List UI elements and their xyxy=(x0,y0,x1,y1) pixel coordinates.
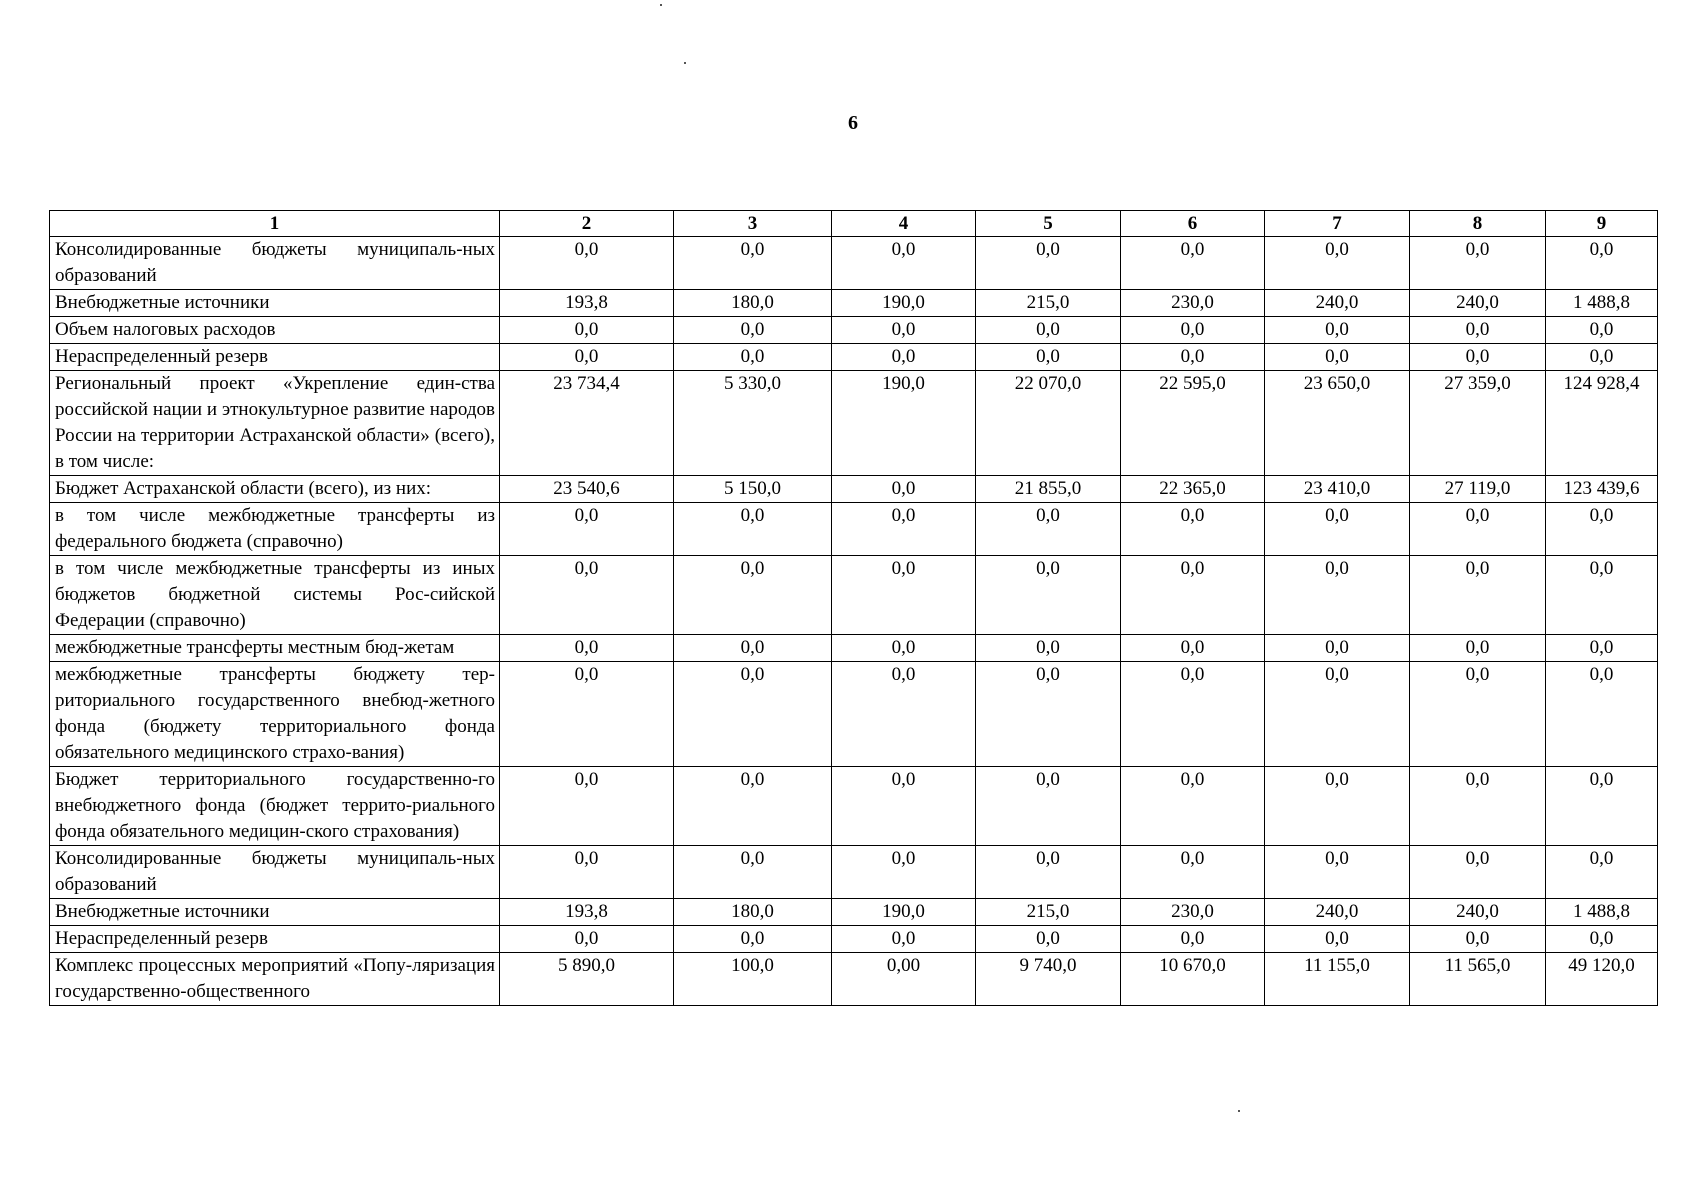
value-cell: 240,0 xyxy=(1265,899,1410,926)
page-number: 6 xyxy=(848,112,858,134)
table-row xyxy=(50,476,1658,503)
table-row xyxy=(50,767,1658,846)
value-cell: 0,0 xyxy=(500,237,674,290)
value-cell: 0,0 xyxy=(976,846,1121,899)
value-cell: 0,0 xyxy=(1410,344,1546,371)
value-cell: 230,0 xyxy=(1121,290,1265,317)
value-cell: 23 650,0 xyxy=(1265,371,1410,476)
value-cell: 0,0 xyxy=(500,556,674,635)
scan-speck xyxy=(684,62,686,64)
value-cell: 0,0 xyxy=(1265,635,1410,662)
value-cell: 1 488,8 xyxy=(1546,899,1658,926)
row-label: Консолидированные бюджеты муниципаль-ных образований xyxy=(50,846,500,899)
value-cell: 0,0 xyxy=(1546,662,1658,767)
column-header: 7 xyxy=(1265,211,1410,237)
value-cell: 0,0 xyxy=(976,662,1121,767)
table-row xyxy=(50,635,1658,662)
value-cell: 0,0 xyxy=(500,767,674,846)
value-cell: 22 070,0 xyxy=(976,371,1121,476)
value-cell: 0,0 xyxy=(1121,767,1265,846)
value-cell: 0,0 xyxy=(1410,237,1546,290)
row-label: Бюджет территориального государственно-го внебюджетного фонда (бюджет террито-риального фонда обязательного медицин-ского страхования) xyxy=(50,767,500,846)
value-cell: 10 670,0 xyxy=(1121,953,1265,1006)
value-cell: 0,0 xyxy=(674,846,832,899)
value-cell: 0,0 xyxy=(1265,503,1410,556)
value-cell: 1 488,8 xyxy=(1546,290,1658,317)
value-cell: 27 119,0 xyxy=(1410,476,1546,503)
value-cell: 0,0 xyxy=(1121,662,1265,767)
value-cell: 0,0 xyxy=(976,344,1121,371)
value-cell: 0,0 xyxy=(1265,662,1410,767)
value-cell: 0,0 xyxy=(832,662,976,767)
table-row xyxy=(50,317,1658,344)
value-cell: 124 928,4 xyxy=(1546,371,1658,476)
value-cell: 0,0 xyxy=(832,926,976,953)
value-cell: 0,0 xyxy=(674,662,832,767)
value-cell: 0,0 xyxy=(832,317,976,344)
value-cell: 0,0 xyxy=(976,635,1121,662)
value-cell: 23 734,4 xyxy=(500,371,674,476)
value-cell: 193,8 xyxy=(500,290,674,317)
row-label: межбюджетные трансферты местным бюд-жетам xyxy=(50,635,500,662)
value-cell: 0,0 xyxy=(1410,926,1546,953)
value-cell: 11 155,0 xyxy=(1265,953,1410,1006)
value-cell: 0,0 xyxy=(1121,556,1265,635)
value-cell: 0,0 xyxy=(674,503,832,556)
value-cell: 240,0 xyxy=(1410,290,1546,317)
value-cell: 0,0 xyxy=(500,503,674,556)
value-cell: 0,0 xyxy=(832,237,976,290)
value-cell: 0,0 xyxy=(976,317,1121,344)
value-cell: 0,0 xyxy=(1410,767,1546,846)
value-cell: 240,0 xyxy=(1265,290,1410,317)
value-cell: 0,0 xyxy=(976,926,1121,953)
column-header: 6 xyxy=(1121,211,1265,237)
table-row xyxy=(50,899,1658,926)
value-cell: 0,0 xyxy=(1546,767,1658,846)
value-cell: 23 410,0 xyxy=(1265,476,1410,503)
table-row xyxy=(50,290,1658,317)
value-cell: 193,8 xyxy=(500,899,674,926)
value-cell: 0,0 xyxy=(674,926,832,953)
value-cell: 0,0 xyxy=(832,767,976,846)
row-label: Внебюджетные источники xyxy=(50,899,500,926)
value-cell: 0,0 xyxy=(832,635,976,662)
value-cell: 0,0 xyxy=(1121,317,1265,344)
value-cell: 22 365,0 xyxy=(1121,476,1265,503)
value-cell: 0,0 xyxy=(1410,503,1546,556)
value-cell: 0,0 xyxy=(1265,237,1410,290)
value-cell: 0,0 xyxy=(1121,237,1265,290)
value-cell: 21 855,0 xyxy=(976,476,1121,503)
value-cell: 27 359,0 xyxy=(1410,371,1546,476)
value-cell: 0,0 xyxy=(976,503,1121,556)
value-cell: 0,0 xyxy=(674,237,832,290)
value-cell: 0,0 xyxy=(500,926,674,953)
value-cell: 11 565,0 xyxy=(1410,953,1546,1006)
column-header: 9 xyxy=(1546,211,1658,237)
value-cell: 0,0 xyxy=(1546,237,1658,290)
value-cell: 0,0 xyxy=(674,317,832,344)
value-cell: 5 890,0 xyxy=(500,953,674,1006)
value-cell: 0,0 xyxy=(1121,344,1265,371)
value-cell: 0,0 xyxy=(674,767,832,846)
value-cell: 5 330,0 xyxy=(674,371,832,476)
value-cell: 0,0 xyxy=(832,846,976,899)
table-row xyxy=(50,662,1658,767)
value-cell: 240,0 xyxy=(1410,899,1546,926)
value-cell: 0,0 xyxy=(832,503,976,556)
value-cell: 0,0 xyxy=(976,767,1121,846)
table-row xyxy=(50,371,1658,476)
value-cell: 123 439,6 xyxy=(1546,476,1658,503)
value-cell: 22 595,0 xyxy=(1121,371,1265,476)
value-cell: 180,0 xyxy=(674,899,832,926)
scan-speck xyxy=(1238,1110,1240,1112)
value-cell: 0,0 xyxy=(1265,556,1410,635)
value-cell: 0,0 xyxy=(1265,344,1410,371)
value-cell: 0,0 xyxy=(1546,846,1658,899)
value-cell: 0,0 xyxy=(1410,317,1546,344)
value-cell: 0,0 xyxy=(832,344,976,371)
value-cell: 0,0 xyxy=(1546,926,1658,953)
value-cell: 0,0 xyxy=(1265,767,1410,846)
value-cell: 0,0 xyxy=(1265,926,1410,953)
scan-speck xyxy=(660,4,662,6)
row-label: Региональный проект «Укрепление един-ства российской нации и этнокультурное развитие народов России на территории Астраханской области» (всего), в том числе: xyxy=(50,371,500,476)
value-cell: 0,0 xyxy=(832,556,976,635)
value-cell: 190,0 xyxy=(832,290,976,317)
row-label: Нераспределенный резерв xyxy=(50,926,500,953)
table-header xyxy=(50,211,1658,237)
value-cell: 100,0 xyxy=(674,953,832,1006)
value-cell: 0,0 xyxy=(500,344,674,371)
value-cell: 0,0 xyxy=(1121,503,1265,556)
value-cell: 0,0 xyxy=(832,476,976,503)
value-cell: 49 120,0 xyxy=(1546,953,1658,1006)
value-cell: 0,0 xyxy=(500,317,674,344)
table-row xyxy=(50,846,1658,899)
value-cell: 0,0 xyxy=(1265,846,1410,899)
column-header: 4 xyxy=(832,211,976,237)
value-cell: 0,0 xyxy=(500,846,674,899)
value-cell: 0,0 xyxy=(500,635,674,662)
row-label: Нераспределенный резерв xyxy=(50,344,500,371)
header-row xyxy=(50,211,1658,237)
row-label: Внебюджетные источники xyxy=(50,290,500,317)
value-cell: 190,0 xyxy=(832,371,976,476)
column-header: 5 xyxy=(976,211,1121,237)
table-row xyxy=(50,344,1658,371)
column-header: 8 xyxy=(1410,211,1546,237)
column-header: 1 xyxy=(50,211,500,237)
value-cell: 0,0 xyxy=(1546,635,1658,662)
row-label: в том числе межбюджетные трансферты из иных бюджетов бюджетной системы Рос-сийской Федерации (справочно) xyxy=(50,556,500,635)
value-cell: 0,0 xyxy=(1121,635,1265,662)
value-cell: 0,0 xyxy=(674,635,832,662)
value-cell: 0,0 xyxy=(1410,662,1546,767)
value-cell: 9 740,0 xyxy=(976,953,1121,1006)
table-row xyxy=(50,953,1658,1006)
table-row xyxy=(50,503,1658,556)
value-cell: 5 150,0 xyxy=(674,476,832,503)
value-cell: 0,0 xyxy=(1410,635,1546,662)
value-cell: 0,0 xyxy=(674,344,832,371)
value-cell: 0,0 xyxy=(976,556,1121,635)
table-body xyxy=(50,237,1658,1006)
value-cell: 0,0 xyxy=(1546,503,1658,556)
value-cell: 0,0 xyxy=(674,556,832,635)
value-cell: 190,0 xyxy=(832,899,976,926)
value-cell: 0,0 xyxy=(1410,846,1546,899)
row-label: Объем налоговых расходов xyxy=(50,317,500,344)
value-cell: 0,0 xyxy=(1121,846,1265,899)
value-cell: 230,0 xyxy=(1121,899,1265,926)
value-cell: 215,0 xyxy=(976,290,1121,317)
table-row xyxy=(50,237,1658,290)
table-row xyxy=(50,926,1658,953)
column-header: 2 xyxy=(500,211,674,237)
row-label: в том числе межбюджетные трансферты из федерального бюджета (справочно) xyxy=(50,503,500,556)
row-label: Комплекс процессных мероприятий «Попу-ляризация государственно-общественного xyxy=(50,953,500,1006)
table-row xyxy=(50,556,1658,635)
budget-table xyxy=(49,210,1658,1006)
value-cell: 0,0 xyxy=(1546,344,1658,371)
column-header: 3 xyxy=(674,211,832,237)
value-cell: 0,0 xyxy=(1546,317,1658,344)
value-cell: 0,0 xyxy=(1121,926,1265,953)
value-cell: 0,0 xyxy=(500,662,674,767)
row-label: Консолидированные бюджеты муниципаль-ных образований xyxy=(50,237,500,290)
value-cell: 0,0 xyxy=(1546,556,1658,635)
value-cell: 180,0 xyxy=(674,290,832,317)
value-cell: 0,00 xyxy=(832,953,976,1006)
row-label: межбюджетные трансферты бюджету тер-риториального государственного внебюд-жетного фонда (бюджету территориального фонда обязательного медицинского страхо-вания) xyxy=(50,662,500,767)
value-cell: 0,0 xyxy=(1410,556,1546,635)
value-cell: 0,0 xyxy=(976,237,1121,290)
value-cell: 0,0 xyxy=(1265,317,1410,344)
value-cell: 215,0 xyxy=(976,899,1121,926)
row-label: Бюджет Астраханской области (всего), из них: xyxy=(50,476,500,503)
value-cell: 23 540,6 xyxy=(500,476,674,503)
